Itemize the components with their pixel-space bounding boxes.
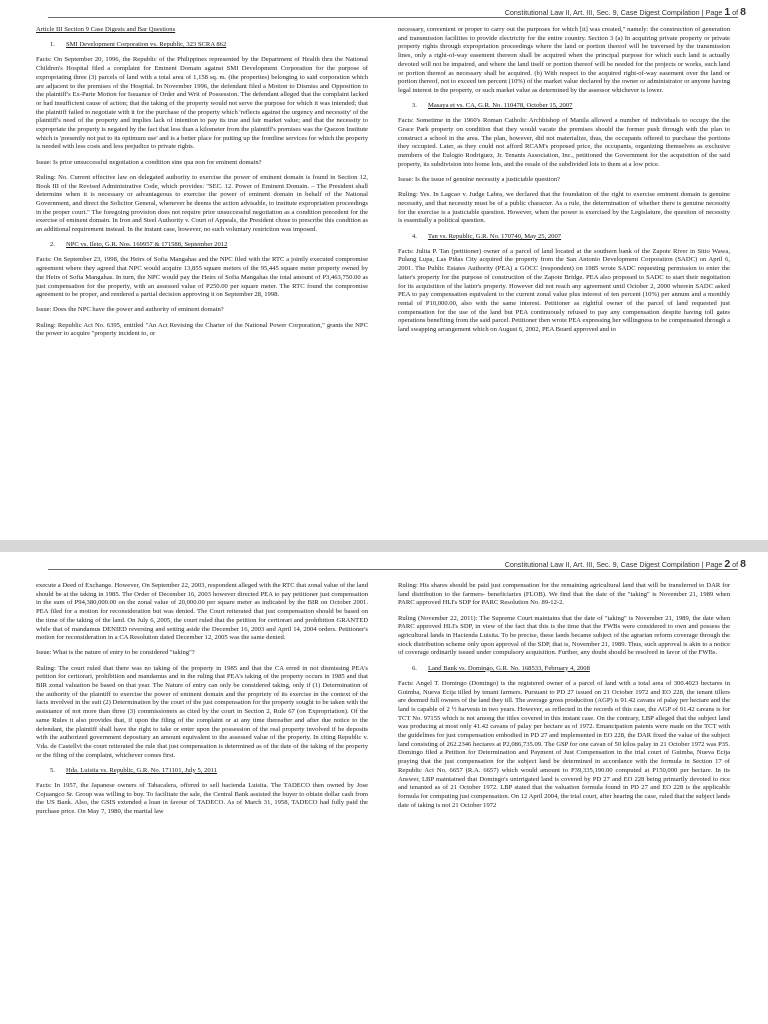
paragraph: Ruling: His shares should be paid just compensation for the remaining agricultural land that will be transferred to DAR for land distribution to the farmers- beneficiaries (FLOB). We find that the date of the "taking" is November 21, 1989 when PARC approved HLI's SDP for PARC Resolution No. 89-12-2. [398, 582, 730, 607]
paragraph: Issue: Is the issue of genuine necessity a justiciable question? [398, 176, 561, 184]
paragraph: Facts: On September 20, 1996, the Republic of the Philippines represented by the Department of Health thru the National Children's Hospital filed a complaint for Eminent Domain against SMI Development Corporation for the purpose of expropriating three (3) parcels of land with a total area of 1,158 sq. m. (the properties) belonging to said corporation which are adjacent to the premises of the Hospital. In November 1996, the defendant filed a Motion to Dismiss and Opposition to the plaintiff's Ex-Parte Motion for Issuance of Order and Writ of Possession. The defendant alleged that the complaint lacked or had insufficient cause of action; that the taking of the property would not serve the purpose for which it was intended; that the plaintiff failed to negotiate with it for the purchase of the property which 'reflects against the urgency and necessity' of the plaintiff's need of the property and implies lack of intention to pay its true and fair market value; and that the necessity to expropriate the property is negated by the fact that less than a kilometer from the plaintiff's premises was the Quezon Institute which is 'presently not put to its optimum use' and is a better place for putting up the frontline services for which the property is needed with less costs and less prejudice to private rights. [36, 56, 368, 151]
case-heading [36, 241, 368, 250]
case-heading [36, 767, 368, 776]
paragraph: necessary, convenient or proper to carry out the purposes for which [it] was created," namely: the construction of generation and transmission facilities to provide electricity for the entire country. Section 3 (a) In acquiring private property or private property rights through expropriation proceedings where the land or portion thereof will be traversed by the transmission lines, only a right-of-way easement thereon shall be acquired when the principal purpose for which such land is actually devoted will not be impaired, and where the land itself or portion thereof will be needed for the projects or works, such land or portion thereof as necessary shall be acquired. (b) With respect to the acquired right-of-way easement over the land or portion thereof, not to exceed ten percent (10%) of the market value declared by the owner or administrator or anyone having legal interest in the property, or such market value as determined by the assessor whichever is lower. [398, 26, 730, 94]
case-title: Hda. Luisita vs. Republic, G.R. No. 171101, July 5, 2011 [66, 766, 217, 774]
case-number: 5. [50, 766, 55, 774]
case-heading [36, 41, 368, 50]
paragraph: Ruling: No. Current effective law on delegated authority to exercise the power of eminent domain is found in Section 12, Book III of the Revised Administrative Code, which provides: "SEC. 12. Power of Eminent Domain. – The President shall determine when it is necessary or advantageous to exercise the power of eminent domain in behalf of the National Government, and direct the Solicitor General, whenever he deems the action advisable, to institute expropriation proceedings in the proper court." The foregoing provision does not require prior unsuccessful negotiation as a condition precedent for the exercise of eminent domain. In Iron and Steel Authority v. Court of Appeals, the President chose to prescribe this condition as an additional requirement instead. In the instant case, however, no such voluntary restriction was imposed. [36, 173, 368, 234]
case-title: NPC vs. Ileto, G.R. Nos. 169957 & 171588, September 2012 [66, 241, 228, 249]
header-rule [48, 569, 738, 570]
paragraph: Ruling: Yes. In Lagcao v. Judge Labra, we declared that the foundation of the right to exercise eminent domain is genuine necessity, and that necessity must be of a public character. As a rule, the determination of whether there is genuine necessity for the exercise is a justiciable question. However, when the power is exercised by the Legislature, the question of necessity is essentially a political question. [398, 191, 730, 225]
paragraph: Facts: Sometime in the 1960's Roman Catholic Archbishop of Manila allowed a number of individuals to occupy the the Grace Park property on condition that they would vacate the premises should the former push through with the plan to construct a school in the area. The plan, however, did not materialize, thus, the occupants offered to purchase the portions they occupied. Later, as they could not afford RCAM's proposed price, the occupants, organizing themselves as exclusive members of the Eulogio Rodriguez, Jr. Tenants Association, Inc., petitioned the Government for the acquisition of the said property, its subdivision into home lots, and the resale of the subdivided lots to them at a low price. [398, 117, 730, 168]
case-title: Land Bank vs. Domingo, G.R. No. 168533, February 4, 2008 [428, 664, 590, 672]
header-rule [48, 17, 738, 18]
left-column [36, 26, 368, 538]
right-column [398, 582, 730, 1022]
document-page-2 [0, 552, 768, 1024]
right-column [398, 26, 730, 538]
title-text: Article III Section 9 Case Digests and Bar Questions [36, 26, 176, 33]
paragraph: Ruling: Republic Act No. 6395, entitled "An Act Revising the Charter of the National Power Corporation," grants the NPC the power to acquire "property incident to, or [36, 321, 368, 338]
case-heading [398, 665, 730, 674]
page-total: 8 [740, 558, 746, 570]
paragraph: Ruling (November 22, 2011): The Supreme Court maintains that the date of "taking" is November 21, 1989, the date when PARC approved HLI's SDP, in view of the fact that this is the time that the FWBs were considered to own and possess the agricultural lands in Hacienda Luisita. To be precise, these lands became subject of the agrarian reform coverage through the stock distribution scheme only upon approval of the SDP, that is, November 21, 1989. Thus, such approval is akin to a notice of coverage ordinarily issued under compulsory acquisition. Further, any doubt should be resolved in favor of the FWBs. [398, 614, 730, 657]
page-number: 1 [724, 6, 731, 18]
running-header: Constitutional Law II, Art. III, Sec. 9, Case Digest Compilation | Page 2 of 8 [504, 558, 746, 570]
document-title [36, 26, 368, 35]
case-title: Masaya et vs. CA, G.R. No. 110478, October 15, 2007 [428, 102, 573, 110]
paragraph: Issue: Is prior unsuccessful negotiation a condition sine qua non for eminent domain? [36, 158, 262, 166]
case-heading [398, 233, 730, 242]
paragraph: Facts: On September 23, 1998, the Heirs of Sofia Mangahas and the NPC filed with the RTC a jointly executed compromise agreement where they agreed that NPC would acquire 13,855 square meters of the 95,445 square meter property owned by the Heirs of Sofia Mangahas. In turn, the NPC would pay the Heirs of Sofia Mangahas the total amount of P3,463,750.00 as just compensation for the property, with an assessed value of P250.00 per square meter. The RTC found the compromise agreement to be proper, and rendered a partial decision approving it on September 28, 1998. [36, 256, 368, 299]
page-total: 8 [740, 6, 746, 18]
running-header: Constitutional Law II, Art. III, Sec. 9, Case Digest Compilation | Page 1 of 8 [504, 6, 746, 18]
case-title: SMI Development Corporation vs. Republic, 323 SCRA 862 [66, 41, 227, 49]
paragraph: Issue: Does the NPC have the power and authority of eminent domain? [36, 306, 224, 314]
case-number: 3. [412, 102, 417, 110]
case-number: 6. [412, 664, 417, 672]
case-number: 1. [50, 41, 55, 49]
paragraph: Facts: Julita P. Tan (petitioner) owner of a parcel of land located at the southern bank of the Zapote River in Sitio Wawa, Pulang Lupa, Las Piñas City acquired the property from the San Antonio Development Corporation (SADC) on April 6, 2001. The Public Estates Authority (PEA) a GOCC (respondent) on 1985 wrote SADC requesting permission to enter the latter's property for the purpose of construction of the Zapote Bridge. PEA also proposed to SADC to start their negotiation for its acquisition of the latter's property. However did not reach any agreement until October 2, 2000 wherein SADC asked PEA to pay compensation equivalent to the current zonal value plus interest of ten percent (10%) per annum and a monthly rental of P10,000.00, also with the same interest. Petitioner as rightful owner of the parcel of land requested just compensation for the use of the land but PEA continuously refused to pay any compensation despite having toll gates operations benefiting from the said parcel. Petitioner then wrote PEA expressing her willingness to be compensated through a land swapping arrangement which on August 6, 2002, PEA Board approved and to [398, 247, 730, 334]
page-separator [0, 540, 768, 552]
paragraph: Facts: Angel T. Domingo (Domingo) is the registered owner of a parcel of land with a total area of 300.4023 hectares in Guimba, Nueva Ecija tilled by tenant farmers. Pursuant to PD 27 issued on 21 October 1972 and EO 228, the tenant tillers are deemed full owners of the land they till. The average gross production (AGP) is 91.42 cavans of palay per hectare and the land is capable of 2 ½ harvests in two years. However, as reflected in the records of this case, the AGP of 91.42 cavans is for TCT No. 97155 which is not among the titles covered in this instant case. On the contrary, LBP alleged that the subject land was producing at most only 41.42 cavans of palay per hectare as of 1972. Emancipation patents were made on the TCT with the guidelines for just compensation embodied in PD 27 and implemented in EO 228, the DAR fixed the value of the subject land consisting of 262.2346 hectares at P2,086,735.09. The GSP for one cavan of 50 kilos palay in 21 October 1972 was P35. Domingo filed a Petition for Determination and Payment of Just Compensation in the trial court of Guimba, Nueva Ecija praying that the just compensation for the subject land be determined in accordance with the formula in Section 17 of Republic Act No. 6657 (R.A. 6657) which would amount to P39,335,190.00 computed at P150,000 per hectare. In its Answer, LBP maintained that Domingo's unirrigated land is covered by PD 27 and EO 228 being primarily devoted to rice and tenanted as of 21 October 1972. LBP stated that the valuation formula found in PD 27 and EO 228 is the applicable formula for computing just compensation. On 12 April 2004, the trial court, after hearing the case, ruled that the subject lands date of taking is not 21 October 1972 [398, 679, 730, 809]
paragraph: execute a Deed of Exchange. However, On September 22, 2003, respondent alleged with the RTC that zonal value of the land should be at the taking in 1985. The Order of December 16, 2003 however directed PEA to pay petitioner just compensation in the sum of P94,380,000.00 on the zonal value of 20,000.00 per square meter as indicated by the BIR on October 2001. PEA filed for a motion for reconsideration but was denied. The Court reiterated that just compensation should be based on the time of the taking of the land. On July 6, 2005, the court ruled that the petition for certiorari and prohibition GRANTED while that of mandamus DENIED reversing and setting aside the December 16, 2003 and April 14, 2004 orders. Petitioner's motion for reconsideration in a CA Resolution dated December 12, 2005 was the same denied. [36, 582, 368, 642]
left-column [36, 582, 368, 1022]
case-number: 2. [50, 241, 55, 249]
page-number: 2 [724, 558, 731, 570]
paragraph: Issue: What is the nature of entry to be considered "taking"? [36, 649, 195, 657]
paragraph: Ruling: The court ruled that there was no taking of the property in 1985 and that the CA erred in not dismissing PEA's petition for certiorari, prohibition and mandamus and in the ruling that PEA's taking of the property occurs in 1985 and that BIR zonal valuation be based on that year. The Nature of entry can only be considered taking, only if (1) Determination of the authority of the plaintiff to exercise the power of eminent domain and the propriety of its exercise in the context of the facts involved in the suit (2) Determination by the court of the just compensation for the property sought to be taken with the assistance of not more than three (3) commissioners as cited by the court in Section 2, Rule 67 (on Expropriation). Of the same Rules it also provides that, if upon the filing of the complaint or at any time thereafter and after due notice to the defendant, the plaintiff shall have the right to take or enter upon the possession of the real property involved if he deposits with the authorized government depositary an amount equivalent to the assessed value of the property. In citing Republic v. Vda. de Castellvi the court reiterated the rule that just compensation is determined as of the date of the taking of the property or the filing of the complaint, whichever comes first. [36, 664, 368, 759]
case-number: 4. [412, 232, 417, 240]
case-heading [398, 102, 730, 111]
paragraph: Facts: In 1957, the Japanese owners of Tabacalera, offered to sell hacienda Luisita. The TADECO then owned by Jose Cojuangco Sr. Group was willing to buy. To facilitate the sale, the Central Bank assisted the buyer to obtain dollar cash from the US Bank. Also, the GSIS extended a loan in favour of TADECO. As of March 31, 1958, TADECO had fully paid the purchase price. On May 7, 1980, the martial law [36, 782, 368, 816]
case-title: Tan vs. Republic, G.R. No. 170740, May 25, 2007 [428, 232, 562, 240]
